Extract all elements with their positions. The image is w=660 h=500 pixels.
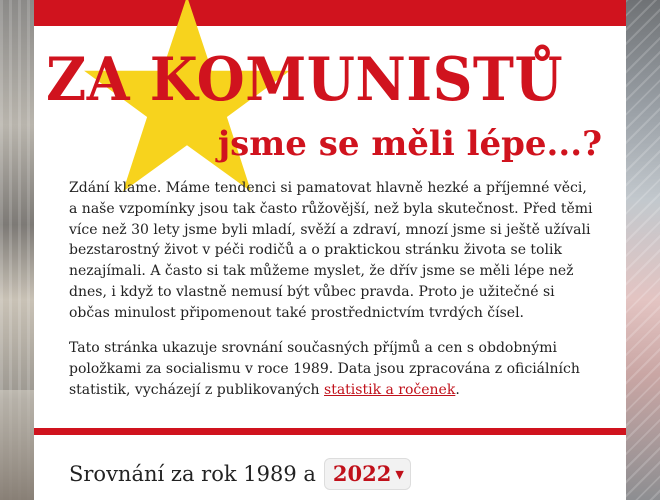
- year-select-value: 2022: [332, 461, 392, 486]
- background-photo-left: [0, 0, 34, 500]
- intro-paragraph-sources: [69, 338, 599, 400]
- page-subtitle: jsme se měli lépe...?: [217, 124, 602, 164]
- background-photo-right: [626, 0, 660, 500]
- statistics-link[interactable]: statistik a ročenek: [324, 381, 456, 398]
- comparison-label: Srovnání za rok 1989 a: [69, 462, 316, 486]
- page-title: ZA KOMUNISTŮ: [46, 45, 564, 115]
- intro-paragraph: Zdání klame. Máme tendenci si pamatovat hlavně hezké a příjemné věci, a naše vzpomínky jsou tak často růžovější, než byla skutečnost. Před těmi více než 30 lety jsme byli mladí, svěží a zdraví, mnozí jsme si ještě užívali bezstarostný život v péči rodičů a o praktickou stránku života se tolik nezajímali. A často si tak můžeme myslet, že dřív jsme se měli lépe než dnes, i když to vlastně nemusí být vůbec pravda. Proto je užitečné si občas minulost připomenout také prostřednictvím tvrdých čísel.: [69, 180, 593, 321]
- content-panel: [34, 0, 626, 500]
- year-select[interactable]: [324, 458, 411, 490]
- section-divider-bar: [34, 428, 626, 435]
- comparison-heading: [69, 458, 411, 490]
- intro-sources-end: .: [455, 381, 460, 398]
- chevron-down-icon: ▼: [395, 468, 404, 481]
- intro-sources-text: Tato stránka ukazuje srovnání současných příjmů a cen s obdobnými položkami za socialismu v roce 1989. Data jsou zpracována z oficiálních statistik, vycházejí z publikovaných: [69, 340, 580, 398]
